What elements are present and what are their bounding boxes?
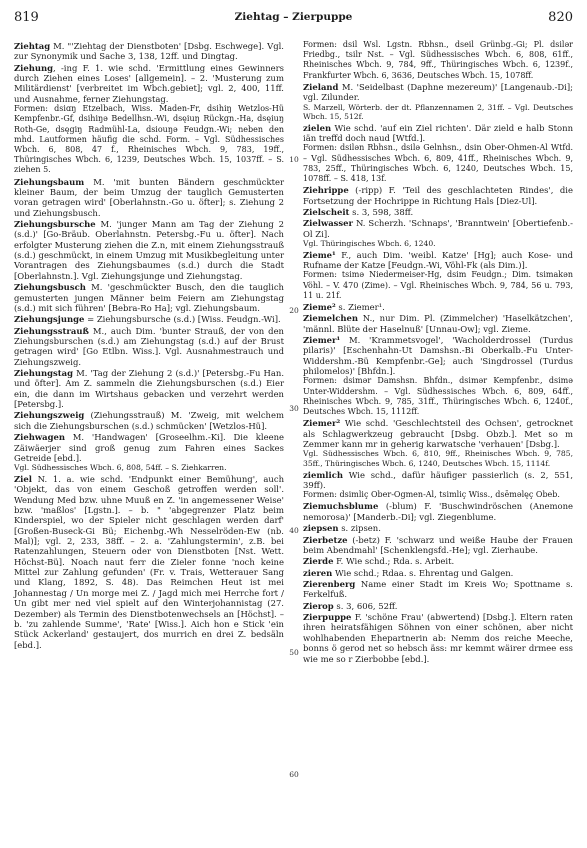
entry-headword: Zierop [303, 600, 334, 611]
entry-headword: Ziehungsbaum [14, 176, 85, 187]
entry-definition: M. 'Handwagen' [Groseelhm.-Ki]. Die kleene Zäiwäerjer sind groß genug zum Fahren eines Sackes Getreide [ebd.]. [14, 432, 284, 463]
dictionary-entry [14, 63, 284, 104]
entry-headword: Zieme² [303, 301, 336, 312]
page-header [14, 10, 573, 26]
word-forms-note: Formen: dsilən Rbhsn., dsilə Gelnhsn., dsin Ober-Ohmen-Al Wtfd. – Vgl. Südhessisches Wbch. 6, 809, 41ff., Rheinisches Wbch. 9, 783, 25ff., Thüringisches Wbch. 6, 1240, Deutsches Wbch. 15, 1078ff. – S. 418, 13f. [303, 143, 573, 184]
word-forms-note: Formen: dsil Wsl. Lgstn. Rbhsn., dseil Grünbg.-Gi; Pl. dsilər Friedbg., tsilr Nst. – Vgl. Südhessisches Wbch. 6, 808, 61ff., Rheinisches Wbch. 9, 784, 9ff., Thüringisches Wbch. 6, 1239f., Frankfurter Wbch. 6, 3636, Deutsches Wbch. 15, 1078ff. [303, 40, 573, 80]
entry-headword: Ziemelchen [303, 313, 359, 324]
line-number: 40 [289, 526, 299, 535]
entry-headword: Zierpuppe [303, 612, 352, 623]
entry-definition: (-ripp) F. 'Teil des geschlachteten Rindes', die Fortsetzung der Hochrippe in Richtung Hals [Diez-Ul]. [303, 185, 573, 206]
entry-headword: Ziehungsbusch [14, 282, 86, 293]
entry-headword: Ziemer¹ [303, 335, 341, 346]
dictionary-entry [14, 177, 284, 218]
page-number-left: 819 [14, 10, 39, 25]
entry-headword: zielen [303, 122, 332, 133]
line-number: 60 [289, 770, 299, 779]
entry-headword: Ziehungstag [14, 368, 74, 379]
dictionary-entry [303, 470, 573, 491]
dictionary-entry [14, 410, 284, 431]
entry-headword: Ziehung [14, 62, 54, 73]
entry-definition: s. zipsen. [338, 523, 381, 534]
entry-definition: M. 'Tag der Ziehung 2 (s.d.)' [Petersbg.-Fu Han. und öfter]. Am Z. sammeln die Ziehungsburschen (s.d.) Eier ein, die dann im Wirtshaus gebacken und verzehrt werden [Petersbg.]. [14, 368, 284, 410]
dictionary-entry [303, 601, 573, 611]
entry-definition: M. 'junger Mann am Tag der Ziehung 2 (s.d.)' [Go-Bräub. Oberlahnstn. Petersbg.-Fu u. öfter]. Nach erfolgter Musterung ziehen die Z.n, mit einem Ziehungsstrauß (s.d.) geschmückt, in einem Umzug mit Musikbegleitung unter Vorantragen des Ziehungsbaumes (s.d.) durch die Stadt [Oberlahnstn.]. Vgl. Ziehungsjunge und Ziehungstag. [14, 219, 284, 281]
dictionary-entry [14, 474, 284, 650]
entry-headword: Ziehungszweig [14, 410, 85, 421]
dictionary-entry [14, 219, 284, 281]
entry-definition: M. 'geschmückter Busch, den die tauglich gemusterten jungen Männer beim Feiern am Ziehungstag (s.d.) mit sich führen' [Bebra-Ro Ha]; vgl. Ziehungsbaum. [14, 282, 284, 313]
entry-definition: (Ziehungsstrauß) M. 'Zweig, mit welchem sich die Ziehungsburschen (s.d.) schmücken' [Wetzlos-Hü]. [14, 410, 284, 431]
entry-headword: Zierbetze [303, 534, 348, 545]
reference-note: Vgl. Südhessisches Wbch. 6, 810, 9ff., Rheinisches Wbch. 9, 785, 35ff., Thüringisches Wbch. 6, 1240, Deutsches Wbch. 15, 1114f. [303, 449, 573, 468]
word-forms-note: Formen: dsiɑŋ Etzelbach, Wiss. Maden-Fr, dsihiŋ Wetzlos-Hü Kempfenbr.-Gf, dsihiŋə Bedellhsn.-Wi, dsęiuŋ Rückgn.-Ha, dsęiuŋ Roth-Ge, dsęgiŋ Radmühl-La, dsiouŋə Feudgn.-Wi; neben den mhd. Lautformen häufig die schd. Form. – Vgl. Südhessisches Wbch. 6, 808, 47 f., Rheinisches Wbch. 9, 783, 19ff., Thüringisches Wbch. 6, 1239, Deutsches Wbch. 15, 1037ff. – S. ziehen 5. [14, 104, 284, 175]
line-number: 50 [289, 648, 299, 657]
entry-definition: = Ziehungsbursche (s.d.) [Wiss. Feudgn.-Wi]. [84, 314, 281, 325]
dictionary-entry [14, 326, 284, 367]
entry-headword: Zierenberg [303, 579, 356, 589]
entry-headword: ziepsen [303, 523, 339, 534]
entry-headword: Ziemuchsblume [303, 501, 379, 512]
dictionary-entry [303, 185, 573, 206]
entry-definition: M. "'Ziehtag der Dienstboten' [Dsbg. Eschwege]. Vgl. zur Synonymik und Sache 3, 138, 12ff. und Dingtag. [14, 41, 284, 62]
dictionary-entry [303, 313, 573, 334]
entry-definition: M. 'mit bunten Bändern geschmückter kleiner Baum, der beim Umzug der tauglich Gemusterten voran getragen wird' [Oberlahnstn.-Go u. öfter]; s. Ziehung 2 und Ziehungsbusch. [14, 176, 284, 218]
dictionary-entry [303, 218, 573, 239]
entry-definition: F., auch Dim. 'weibl. Katze' [Hg]; auch Kose- und Rufname der Katze [Feudgn.-Wi, Vöhl-Fk (als Dim.)]. [303, 249, 573, 270]
entry-headword: Ziehwagen [14, 432, 65, 443]
reference-note: Vgl. Thüringisches Wbch. 6, 1240. [303, 239, 436, 249]
entry-definition: s. Ziemer¹. [335, 301, 385, 312]
entry-definition: (-betz) F. 'schwarz und weiße Haube der Frauen beim Abendmahl' [Schenklengsfd.-He]; vgl. Zierhaube. [303, 534, 573, 555]
entry-headword: Zieland [303, 81, 339, 92]
entry-definition: Wie schd.; Rdaa. s. Ehrentag und Galgen. [332, 567, 514, 578]
dictionary-entry [303, 302, 573, 312]
entry-definition: N. 1. a. wie schd. 'Endpunkt einer Bemühung', auch 'Objekt, das von einem Geschoß getroffen werden soll'. Wendung Med bzw. uhne Muuß en Z. 'in angemessener Weise' bzw. 'maßlos' [Lgstn.]. – b. " 'abgegrenzer Platz beim Kinderspiel, wo der Spieler nicht geschlagen werden darf' [Großen-Buseck-Gi Bü; Eichenbg.-Wh Nesselröden-Ew (nb. Mal)]; vgl. 2, 233, 38ff. – 2. a. 'Zahlungstermin', z.B. bei Ratenzahlungen, Steuern oder von Dienstboten [Nst. Wett. Höchst-Bü]. Noach naut ferr die Zieler fonne 'noch keine Mittel zur Zahlung gefunden' (Fr. v. Trais, Wetterauer Sang und Klang, 1892, S. 48). Das Reimchen Heut ist mei Johannestag / Un morge mei Z. / Jagd mich mei Herrche fort / Un gibt mer ned viel spielt auf den Winterjohannistag (27. Dezember) als Termin des Dienstbotenwechsels an [Höchst]. – b. 'zu zahlende Summe', 'Rate' [Wiss.]. Aich hon e Stick 'ein Stück Ackerland' gestaujert, dos murrich en drei Z. bedsäln [ebd.]. [14, 473, 284, 650]
line-number: 20 [289, 306, 299, 315]
dictionary-entry [303, 535, 573, 556]
dictionary-entry [14, 368, 284, 409]
entry-definition: Wie schd. 'Geschlechtsteil des Ochsen', getrocknet als Schlagwerkzeug gebraucht [Dsbg. Obzb.]. Met so m Zemmer kann mr in geherig karwatsche 'verhauen' [Dsbg.]. [303, 418, 573, 450]
entry-definition: s. 3, 598, 38ff. [349, 206, 414, 217]
entry-headword: Zielscheit [303, 206, 350, 217]
entry-definition: Name einer Stadt im Kreis Wo; Spottname s. Ferkelfuß. [303, 579, 573, 600]
entry-headword: Zierde [303, 556, 334, 567]
entry-definition: , -ing F. 1. wie schd. 'Ermittlung eines Gewinners durch Ziehen eines Loses' [allgemein]. – 2. 'Musterung zum Militärdienst' [verbreitet im Wbch.gebiet]; vgl. 2, 400, 11ff. und Ausnahme, ferner Ziehungstag. [14, 62, 284, 104]
entry-headword: Ziel [14, 473, 32, 484]
entry-definition: N., nur Dim. Pl. (Zimmelcher) 'Haselkätzchen', 'männl. Blüte der Haselnuß' [Unnau-Ow]; vgl. Zieme. [303, 313, 573, 334]
entry-definition: N. Scherzh. 'Schnaps', 'Branntwein' [Obertiefenb.-Ol Zi]. [303, 218, 573, 239]
running-title: Ziehtag – Zierpuppe [234, 11, 353, 23]
entry-definition: M., auch Dim. 'bunter Strauß, der von den Ziehungsburschen (s.d.) am Ziehungstag (s.d.) auf der Brust getragen wird' [Go Etlbn. Wiss.]. Vgl. Ausnahmestrauch und Ziehungszweig. [14, 325, 284, 367]
entry-headword: ziemlich [303, 469, 343, 480]
right-column [303, 40, 573, 664]
entry-headword: Ziehungsjunge [14, 314, 85, 325]
dictionary-entry [14, 432, 284, 463]
entry-headword: Ziehungsstrauß [14, 325, 89, 336]
dictionary-entry [303, 250, 573, 271]
dictionary-entry [303, 501, 573, 522]
entry-headword: Ziehtag [14, 41, 51, 51]
line-number: 30 [289, 404, 299, 413]
dictionary-entry [14, 282, 284, 313]
word-forms-note: Formen: dsimər Damshsn. Bhfdn., dsimər Kempfenbr., dsimə Unter-Widdershm. – Vgl. Südhessisches Wbch. 6, 809, 64ff., Rheinisches Wbch. 9, 785, 31ff., Thüringisches Wbch. 6, 1240f., Deutsches Wbch. 15, 1112ff. [303, 376, 573, 417]
dictionary-entry [303, 335, 573, 376]
entry-definition: M. 'Seidelbast (Daphne mezereum)' [Langenaub.-Di]; vgl. Zilunder. [303, 81, 573, 103]
dictionary-entry [14, 314, 284, 324]
dictionary-entry [303, 523, 573, 533]
reference-note: S. Marzell, Wörterb. der dt. Pflanzennamen 2, 31ff. – Vgl. Deutsches Wbch. 15, 512f. [303, 102, 573, 122]
dictionary-entry [303, 418, 573, 449]
entry-headword: Ziehungsbursche [14, 219, 96, 230]
entry-definition: (-blum) F. 'Buschwindröschen (Anemone nemorosa)' [Manderb.-Di]; vgl. Ziegenblume. [303, 501, 573, 522]
line-number: 10 [289, 155, 299, 164]
dictionary-entry [303, 82, 573, 103]
entry-headword: zieren [303, 567, 333, 578]
entry-definition: F. 'schöne Frau' (abwertend) [Dsbg.]. Eltern raten ihren heiratsfähigen Söhnen von einer schönen, aber nicht wohlhabenden Ehepartnerin ab: Nemm dos reiche Meeche, bonns ö gerod net so hebsch äss: mr kemmt wäirer drmee ess wie me so r Zierbobbe [ebd.]. [303, 612, 573, 664]
dictionary-entry [303, 556, 573, 566]
dictionary-entry [303, 579, 573, 600]
word-forms-note: Formen: tsimə Niedermeiser-Hg, dsim Feudgn.; Dim. tsimakən Vöhl. – V. 470 (Zime). – Vgl. Rheinisches Wbch. 9, 784, 56 u. 793, 11 u. 21f. [303, 270, 573, 300]
dictionary-entry [303, 568, 573, 578]
entry-headword: Ziemer² [303, 418, 341, 429]
entry-definition: F. Wie schd.; Rda. s. Arbeit. [333, 556, 455, 567]
entry-definition: Wie schd., dafür häufiger passierlich (s. 2, 551, 39ff). [303, 469, 573, 490]
left-column [14, 40, 284, 650]
dictionary-entry [14, 41, 284, 62]
dictionary-entry [303, 207, 573, 217]
entry-headword: Zielwasser [303, 218, 353, 229]
word-forms-note: Formen: dsimliç Ober-Ogmen-Al, tsimliç Wiss., dsēməlęç Obeb. [303, 490, 560, 500]
entry-definition: s. 3, 606, 52ff. [333, 600, 398, 611]
reference-note: Vgl. Südhessisches Wbch. 6, 808, 54ff. – S. Ziehkarren. [14, 463, 227, 473]
page-number-right: 820 [548, 10, 573, 25]
dictionary-entry [303, 123, 573, 144]
entry-definition: Wie schd. 'auf ein Ziel richten'. Där zield e halb Stonn iän treffd doch naud [Wtfd.]. [303, 122, 573, 144]
entry-headword: Zieme¹ [303, 249, 336, 260]
dictionary-entry [303, 612, 573, 664]
entry-headword: Ziehrippe [303, 185, 349, 196]
entry-definition: M. 'Krammetsvogel', 'Wacholderdrossel (Turdus pilaris)' [Eschenhahn-Ut Damshsn.-Bi Oberkalb.-Fu Unter-Widdershm.-Bü Kempfenbr.-Ge]; auch 'Singdrossel (Turdus philomelos)' [Bhfdn.]. [303, 335, 573, 377]
